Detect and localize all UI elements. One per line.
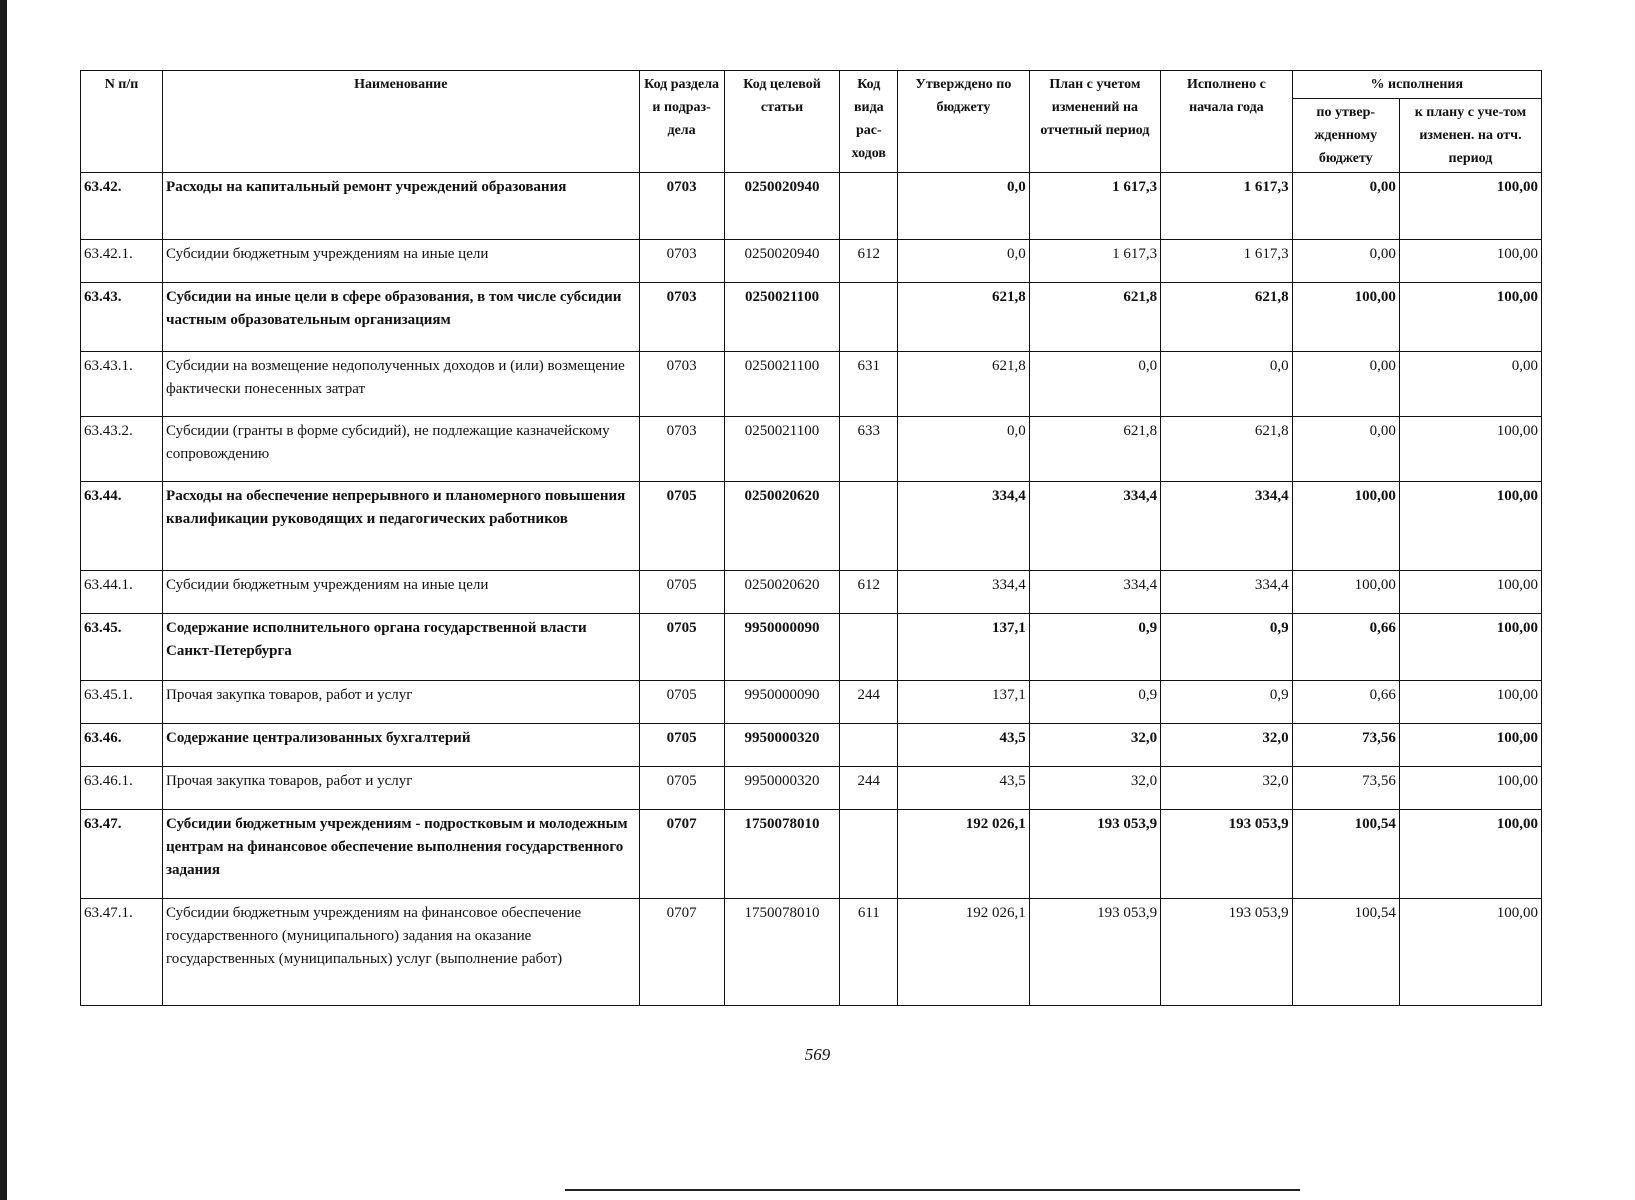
cell-plan: 193 053,9 xyxy=(1029,899,1160,1006)
cell-executed: 334,4 xyxy=(1161,482,1292,571)
cell-approved: 621,8 xyxy=(898,352,1029,417)
cell-section-code: 0707 xyxy=(639,810,724,899)
cell-target-code: 0250020620 xyxy=(724,571,840,614)
cell-pct-budget: 100,00 xyxy=(1292,571,1399,614)
table-row xyxy=(81,810,1542,899)
cell-expense-type: 244 xyxy=(840,767,898,810)
cell-pct-budget: 100,54 xyxy=(1292,810,1399,899)
cell-target-code: 0250021100 xyxy=(724,417,840,482)
cell-npp: 63.46. xyxy=(81,724,163,767)
cell-pct-plan: 100,00 xyxy=(1399,614,1541,681)
cell-pct-plan: 100,00 xyxy=(1399,899,1541,1006)
cell-pct-budget: 0,00 xyxy=(1292,352,1399,417)
cell-section-code: 0705 xyxy=(639,571,724,614)
table-row xyxy=(81,283,1542,352)
header-pct-plan: к плану с уче-том изменен. на отч. период xyxy=(1399,99,1541,173)
cell-executed: 32,0 xyxy=(1161,724,1292,767)
cell-npp: 63.45. xyxy=(81,614,163,681)
table-row xyxy=(81,724,1542,767)
scan-edge xyxy=(0,0,7,1200)
cell-pct-plan: 100,00 xyxy=(1399,810,1541,899)
cell-approved: 0,0 xyxy=(898,173,1029,240)
cell-pct-plan: 100,00 xyxy=(1399,571,1541,614)
cell-executed: 334,4 xyxy=(1161,571,1292,614)
cell-name: Субсидии бюджетным учреждениям на иные цели xyxy=(163,571,639,614)
cell-name: Содержание централизованных бухгалтерий xyxy=(163,724,639,767)
cell-pct-plan: 0,00 xyxy=(1399,352,1541,417)
cell-executed: 1 617,3 xyxy=(1161,240,1292,283)
cell-section-code: 0707 xyxy=(639,899,724,1006)
cell-name: Прочая закупка товаров, работ и услуг xyxy=(163,681,639,724)
cell-executed: 621,8 xyxy=(1161,283,1292,352)
table-row xyxy=(81,614,1542,681)
cell-expense-type xyxy=(840,283,898,352)
cell-section-code: 0703 xyxy=(639,417,724,482)
budget-execution-table xyxy=(80,70,1542,1006)
cell-name: Субсидии бюджетным учреждениям на иные цели xyxy=(163,240,639,283)
cell-approved: 0,0 xyxy=(898,240,1029,283)
bottom-rule xyxy=(565,1189,1300,1191)
cell-pct-budget: 100,00 xyxy=(1292,482,1399,571)
cell-section-code: 0703 xyxy=(639,240,724,283)
cell-expense-type: 633 xyxy=(840,417,898,482)
cell-name: Субсидии бюджетным учреждениям на финансовое обеспечение государственного (муниципального) задания на оказание государственных (муниципальных) услуг (выполнение работ) xyxy=(163,899,639,1006)
cell-expense-type xyxy=(840,724,898,767)
cell-section-code: 0703 xyxy=(639,173,724,240)
cell-expense-type xyxy=(840,810,898,899)
cell-approved: 192 026,1 xyxy=(898,810,1029,899)
cell-approved: 137,1 xyxy=(898,681,1029,724)
cell-expense-type: 612 xyxy=(840,240,898,283)
cell-npp: 63.47. xyxy=(81,810,163,899)
cell-approved: 621,8 xyxy=(898,283,1029,352)
header-pct-budget: по утвер-жденному бюджету xyxy=(1292,99,1399,173)
cell-pct-budget: 100,00 xyxy=(1292,283,1399,352)
cell-name: Расходы на капитальный ремонт учреждений образования xyxy=(163,173,639,240)
cell-plan: 0,9 xyxy=(1029,614,1160,681)
table-row xyxy=(81,352,1542,417)
cell-target-code: 9950000090 xyxy=(724,681,840,724)
cell-pct-plan: 100,00 xyxy=(1399,283,1541,352)
cell-pct-budget: 0,00 xyxy=(1292,173,1399,240)
header-npp: N п/п xyxy=(81,71,163,173)
header-approved: Утверждено по бюджету xyxy=(898,71,1029,173)
header-executed: Исполнено с начала года xyxy=(1161,71,1292,173)
table-header xyxy=(81,71,1542,173)
cell-name: Субсидии на иные цели в сфере образования, в том числе субсидии частным образовательным организациям xyxy=(163,283,639,352)
cell-npp: 63.45.1. xyxy=(81,681,163,724)
cell-plan: 621,8 xyxy=(1029,283,1160,352)
cell-plan: 334,4 xyxy=(1029,482,1160,571)
cell-section-code: 0705 xyxy=(639,614,724,681)
cell-executed: 193 053,9 xyxy=(1161,810,1292,899)
cell-executed: 621,8 xyxy=(1161,417,1292,482)
cell-expense-type xyxy=(840,614,898,681)
cell-plan: 334,4 xyxy=(1029,571,1160,614)
table-row xyxy=(81,681,1542,724)
cell-pct-budget: 73,56 xyxy=(1292,724,1399,767)
cell-section-code: 0705 xyxy=(639,681,724,724)
cell-target-code: 9950000320 xyxy=(724,767,840,810)
cell-pct-budget: 0,00 xyxy=(1292,240,1399,283)
cell-target-code: 9950000090 xyxy=(724,614,840,681)
cell-approved: 0,0 xyxy=(898,417,1029,482)
cell-target-code: 0250021100 xyxy=(724,352,840,417)
cell-expense-type: 244 xyxy=(840,681,898,724)
cell-target-code: 0250021100 xyxy=(724,283,840,352)
table-row xyxy=(81,571,1542,614)
cell-plan: 32,0 xyxy=(1029,767,1160,810)
cell-pct-budget: 0,66 xyxy=(1292,614,1399,681)
cell-target-code: 0250020620 xyxy=(724,482,840,571)
cell-npp: 63.42.1. xyxy=(81,240,163,283)
cell-approved: 43,5 xyxy=(898,767,1029,810)
header-pct-group: % исполнения xyxy=(1292,71,1541,99)
cell-expense-type xyxy=(840,173,898,240)
cell-section-code: 0703 xyxy=(639,283,724,352)
cell-pct-budget: 73,56 xyxy=(1292,767,1399,810)
cell-npp: 63.42. xyxy=(81,173,163,240)
cell-target-code: 9950000320 xyxy=(724,724,840,767)
cell-section-code: 0705 xyxy=(639,767,724,810)
cell-approved: 334,4 xyxy=(898,571,1029,614)
cell-section-code: 0705 xyxy=(639,482,724,571)
cell-pct-budget: 0,00 xyxy=(1292,417,1399,482)
cell-executed: 0,9 xyxy=(1161,614,1292,681)
cell-plan: 621,8 xyxy=(1029,417,1160,482)
cell-npp: 63.43.1. xyxy=(81,352,163,417)
cell-plan: 1 617,3 xyxy=(1029,173,1160,240)
cell-plan: 0,0 xyxy=(1029,352,1160,417)
cell-npp: 63.46.1. xyxy=(81,767,163,810)
cell-name: Субсидии бюджетным учреждениям - подростковым и молодежным центрам на финансовое обеспечение выполнения государственного задания xyxy=(163,810,639,899)
table-row xyxy=(81,417,1542,482)
cell-approved: 43,5 xyxy=(898,724,1029,767)
cell-plan: 193 053,9 xyxy=(1029,810,1160,899)
table-body xyxy=(81,173,1542,1006)
cell-expense-type xyxy=(840,482,898,571)
cell-pct-plan: 100,00 xyxy=(1399,173,1541,240)
cell-pct-plan: 100,00 xyxy=(1399,240,1541,283)
cell-target-code: 1750078010 xyxy=(724,899,840,1006)
cell-target-code: 0250020940 xyxy=(724,240,840,283)
cell-pct-budget: 100,54 xyxy=(1292,899,1399,1006)
cell-pct-plan: 100,00 xyxy=(1399,767,1541,810)
cell-npp: 63.43.2. xyxy=(81,417,163,482)
cell-executed: 0,9 xyxy=(1161,681,1292,724)
header-section-code: Код раздела и подраз-дела xyxy=(639,71,724,173)
cell-expense-type: 612 xyxy=(840,571,898,614)
header-plan: План с учетом изменений на отчетный период xyxy=(1029,71,1160,173)
cell-approved: 137,1 xyxy=(898,614,1029,681)
cell-pct-plan: 100,00 xyxy=(1399,681,1541,724)
cell-name: Расходы на обеспечение непрерывного и планомерного повышения квалификации руководящих и педагогических работников xyxy=(163,482,639,571)
cell-expense-type: 631 xyxy=(840,352,898,417)
cell-name: Прочая закупка товаров, работ и услуг xyxy=(163,767,639,810)
cell-npp: 63.43. xyxy=(81,283,163,352)
cell-name: Субсидии (гранты в форме субсидий), не подлежащие казначейскому сопровождению xyxy=(163,417,639,482)
header-target-code: Код целевой статьи xyxy=(724,71,840,173)
table-row xyxy=(81,899,1542,1006)
cell-executed: 32,0 xyxy=(1161,767,1292,810)
cell-section-code: 0705 xyxy=(639,724,724,767)
cell-approved: 192 026,1 xyxy=(898,899,1029,1006)
cell-name: Содержание исполнительного органа государственной власти Санкт-Петербурга xyxy=(163,614,639,681)
cell-section-code: 0703 xyxy=(639,352,724,417)
table-row xyxy=(81,482,1542,571)
cell-target-code: 0250020940 xyxy=(724,173,840,240)
cell-pct-plan: 100,00 xyxy=(1399,724,1541,767)
cell-name: Субсидии на возмещение недополученных доходов и (или) возмещение фактически понесенных затрат xyxy=(163,352,639,417)
cell-pct-budget: 0,66 xyxy=(1292,681,1399,724)
cell-plan: 32,0 xyxy=(1029,724,1160,767)
cell-plan: 1 617,3 xyxy=(1029,240,1160,283)
cell-pct-plan: 100,00 xyxy=(1399,482,1541,571)
cell-npp: 63.47.1. xyxy=(81,899,163,1006)
table-row xyxy=(81,767,1542,810)
cell-approved: 334,4 xyxy=(898,482,1029,571)
header-name: Наименование xyxy=(163,71,639,173)
header-expense-type: Код вида рас-ходов xyxy=(840,71,898,173)
cell-npp: 63.44. xyxy=(81,482,163,571)
cell-pct-plan: 100,00 xyxy=(1399,417,1541,482)
table-row xyxy=(81,173,1542,240)
cell-target-code: 1750078010 xyxy=(724,810,840,899)
cell-npp: 63.44.1. xyxy=(81,571,163,614)
cell-plan: 0,9 xyxy=(1029,681,1160,724)
cell-executed: 0,0 xyxy=(1161,352,1292,417)
cell-executed: 1 617,3 xyxy=(1161,173,1292,240)
cell-executed: 193 053,9 xyxy=(1161,899,1292,1006)
page-number: 569 xyxy=(804,1045,831,1064)
cell-expense-type: 611 xyxy=(840,899,898,1006)
table-row xyxy=(81,240,1542,283)
